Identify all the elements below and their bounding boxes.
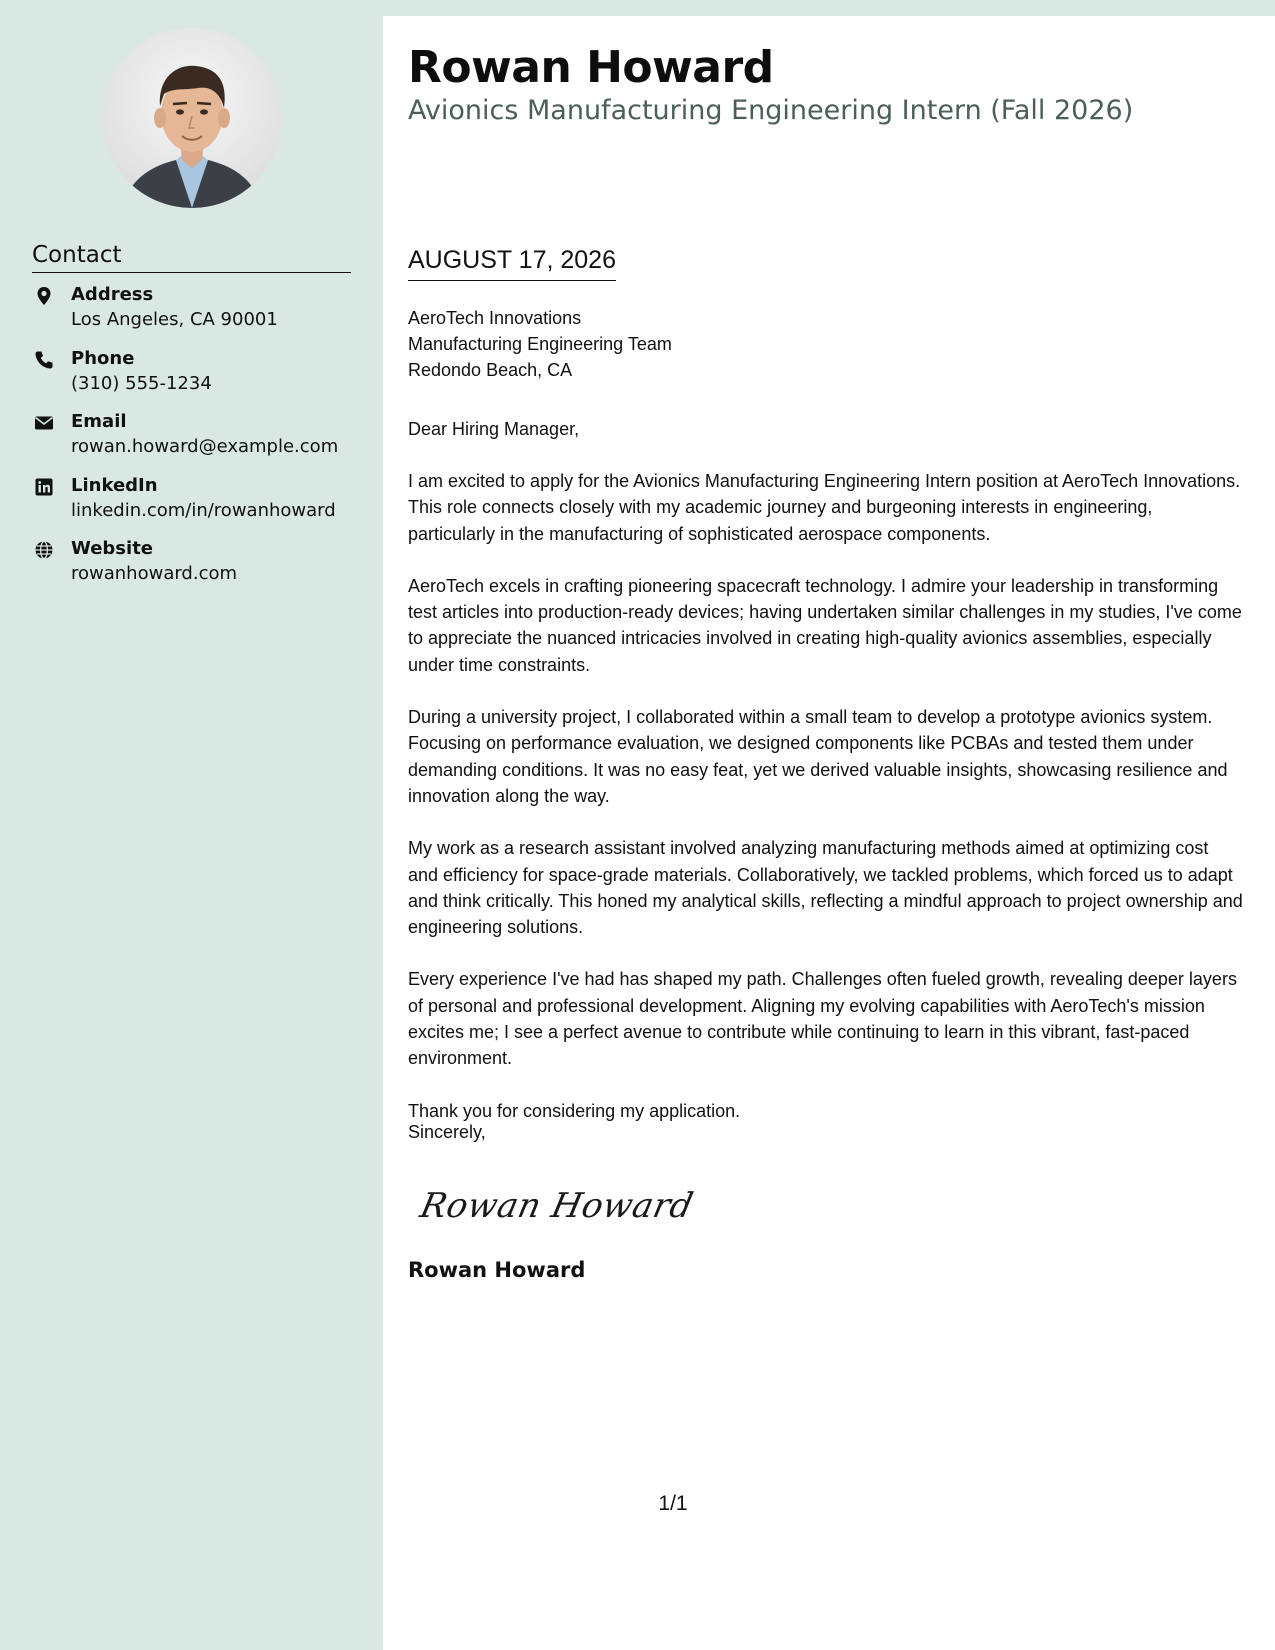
phone-icon (34, 350, 54, 370)
map-pin-icon (34, 286, 54, 306)
recipient-team: Manufacturing Engineering Team (408, 334, 672, 354)
envelope-icon (34, 413, 54, 433)
contact-label: Website (71, 538, 154, 559)
letter-body (408, 468, 1243, 1150)
linkedin-icon (34, 477, 54, 497)
contact-label: Email (71, 411, 127, 432)
applicant-name: Rowan Howard (408, 42, 774, 93)
contact-item-address (32, 283, 362, 347)
job-title: Avionics Manufacturing Engineering Intern (Fall 2026) (408, 95, 1134, 126)
profile-photo (102, 28, 282, 208)
letter-date: AUGUST 17, 2026 (408, 244, 616, 281)
body-paragraph: Every experience I've had has shaped my path. Challenges often fueled growth, revealing deeper layers of personal and professional development. Aligning my evolving capabilities with AeroTech's mission excites me; I see a perfect avenue to contribute while continuing to learn in this vibrant, fast-paced environment. (408, 969, 1237, 1069)
sidebar (0, 0, 383, 1650)
body-paragraph: AeroTech excels in crafting pioneering spacecraft technology. I admire your leadership in transforming test articles into production-ready devices; having undertaken similar challenges in my studies, I've come to appreciate the nuanced intricacies involved in creating high-quality avionics assemblies, especially under time constraints. (408, 575, 1242, 675)
email-value[interactable]: rowan.howard@example.com (71, 436, 339, 457)
greeting: Dear Hiring Manager, (408, 419, 580, 439)
page-number: 1/1 (658, 1492, 688, 1515)
recipient-company: AeroTech Innovations (408, 308, 582, 328)
contact-item-phone (32, 347, 362, 411)
globe-icon (34, 540, 54, 560)
body-paragraph: I am excited to apply for the Avionics Manufacturing Engineering Intern position at AeroTech Innovations. This role connects closely with my academic journey and burgeoning interests in engineering, particularly in the manufacturing of sophisticated aerospace components. (408, 471, 1241, 544)
contact-label: LinkedIn (71, 474, 158, 496)
profile-photo-illustration (102, 28, 282, 208)
body-paragraph: During a university project, I collaborated within a small team to develop a prototype avionics system. Focusing on performance evaluation, we designed components like PCBAs and tested them under demanding conditions. It was no easy feat, yet we derived valuable insights, showcasing resilience and innovation along the way. (408, 707, 1228, 806)
contact-label: Phone (71, 347, 135, 369)
closing: Sincerely, (408, 1122, 486, 1142)
contact-label: Address (71, 284, 154, 305)
recipient-block (408, 305, 672, 383)
linkedin-value[interactable]: linkedin.com/in/rowanhoward (71, 499, 336, 521)
contact-section-title: Contact (32, 240, 351, 273)
letter-panel (383, 16, 1275, 1650)
contact-item-website (32, 537, 362, 601)
contact-list (32, 283, 362, 601)
recipient-location: Redondo Beach, CA (408, 360, 573, 380)
body-paragraph: My work as a research assistant involved analyzing manufacturing methods aimed at optimizing cost and efficiency for space-grade materials. Collaboratively, we tackled problems, which forced us to adapt and think critically. This honed my analytical skills, reflecting a mindful approach to project ownership and engineering solutions. (408, 838, 1243, 938)
handwritten-signature: Rowan Howard (416, 1186, 697, 1226)
body-paragraph: Thank you for considering my application. (408, 1100, 741, 1121)
address-value: Los Angeles, CA 90001 (71, 309, 278, 330)
phone-value[interactable]: (310) 555-1234 (71, 372, 212, 394)
website-value[interactable]: rowanhoward.com (71, 563, 238, 584)
signer-name: Rowan Howard (408, 1258, 586, 1282)
contact-item-email (32, 410, 362, 474)
contact-item-linkedin (32, 474, 362, 538)
